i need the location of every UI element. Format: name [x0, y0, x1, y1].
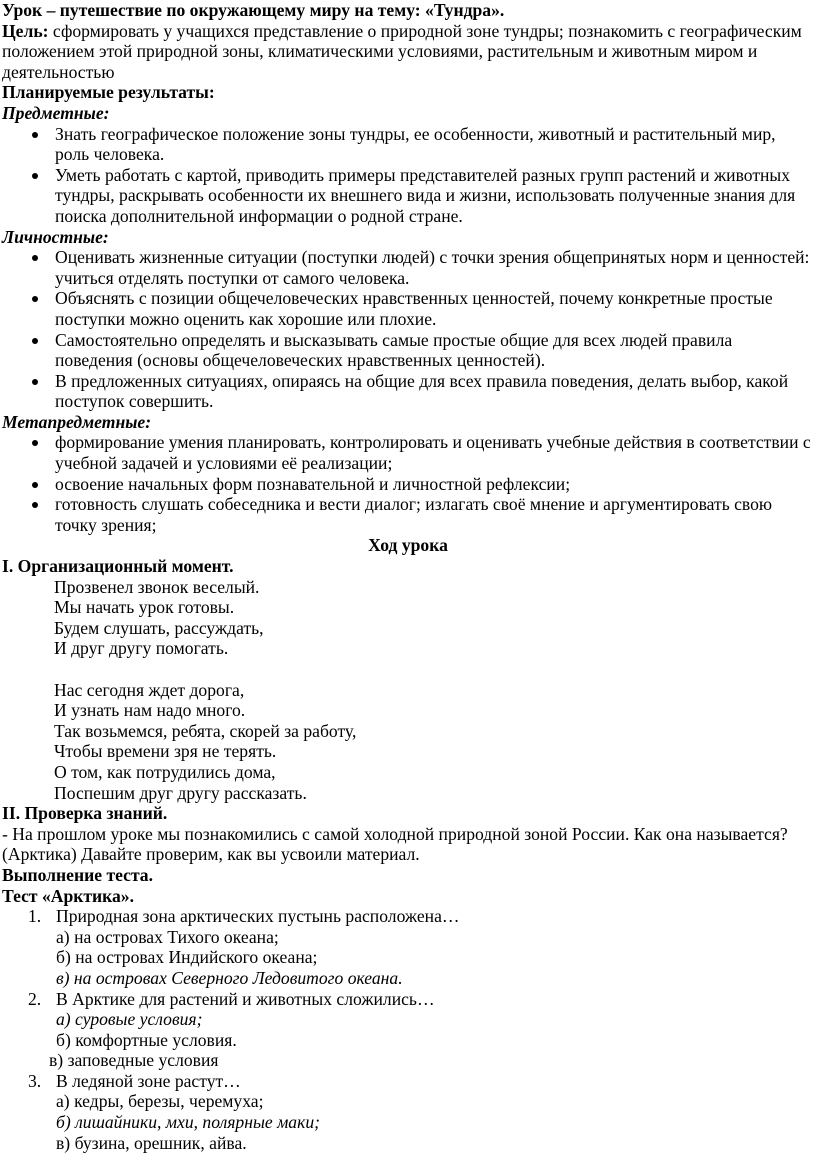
poem-line: Будем слушать, рассуждать,	[54, 617, 264, 638]
personal-results-list	[2, 247, 814, 412]
course-heading: Ход урока	[368, 535, 448, 556]
answer-option: а) кедры, березы, черемуха;	[56, 1091, 264, 1112]
poem-line: Прозвенел звонок веселый.	[54, 576, 260, 597]
poem-stanza-1	[2, 577, 814, 659]
poem-line: И друг другу помогать.	[54, 638, 229, 659]
poem-line: И узнать нам надо много.	[54, 700, 246, 721]
list-item: Оценивать жизненные ситуации (поступки людей) с точки зрения общепринятых норм и ценностей: учиться отделять поступки от самого человека.	[2, 247, 814, 288]
poem-line: Мы начать урок готовы.	[54, 597, 235, 618]
question-text: В Арктике для растений и животных сложились…	[56, 988, 435, 1009]
question-number: 2.	[28, 988, 42, 1009]
section2-heading: II. Проверка знаний.	[2, 803, 168, 824]
poem-line: Поспешим друг другу рассказать.	[54, 782, 307, 803]
quiz-question	[2, 906, 814, 988]
question-text: В ледяной зоне растут…	[56, 1070, 241, 1091]
quiz-question	[2, 989, 814, 1071]
list-item: Знать географическое положение зоны тундры, ее особенности, животный и растительный мир, роль человека.	[2, 124, 814, 165]
stanza-gap	[2, 659, 814, 680]
list-item: В предложенных ситуациях, опираясь на общие для всех правила поведения, делать выбор, какой поступок совершить.	[2, 371, 814, 412]
list-item: освоение начальных форм познавательной и личностной рефлексии;	[2, 474, 814, 495]
subject-results-heading: Предметные:	[2, 102, 110, 123]
answer-option-correct: а) суровые условия;	[56, 1009, 203, 1030]
test-exec-heading: Выполнение теста.	[2, 864, 153, 885]
meta-results-heading: Метапредметные:	[2, 411, 152, 432]
subject-results-list	[2, 124, 814, 227]
section2-text: - На прошлом уроке мы познакомились с самой холодной природной зоной России. Как она называется? (Арктика) Давайте проверим, как вы усвоили материал.	[2, 823, 788, 865]
quiz-list	[2, 906, 814, 1153]
poem-line: Чтобы времени зря не терять.	[54, 741, 277, 762]
question-text: Природная зона арктических пустынь расположена…	[56, 906, 460, 927]
list-item: формирование умения планировать, контролировать и оценивать учебные действия в соответствии с учебной задачей и условиями её реализации;	[2, 432, 814, 473]
list-item: готовность слушать собеседника и вести диалог; излагать своё мнение и аргументировать свою точку зрения;	[2, 494, 814, 535]
poem-line: О том, как потрудились дома,	[54, 761, 276, 782]
answer-option: в) заповедные условия	[49, 1050, 219, 1071]
answer-option-correct: в) на островах Северного Ледовитого океана.	[56, 967, 403, 988]
answer-option-correct: б) лишайники, мхи, полярные маки;	[56, 1112, 320, 1133]
poem-line: Нас сегодня ждет дорога,	[54, 679, 245, 700]
question-number: 1.	[28, 906, 42, 927]
test-title: Тест «Арктика».	[2, 885, 135, 906]
goal-label: Цель:	[2, 20, 49, 41]
personal-results-heading: Личностные:	[2, 226, 109, 247]
answer-option: б) на островах Индийского океана;	[56, 947, 318, 968]
answer-option: в) бузина, орешник, айва.	[56, 1132, 247, 1153]
poem-line: Так возьмемся, ребята, скорей за работу,	[54, 720, 357, 741]
lesson-goal	[2, 21, 814, 83]
list-item: Объяснять с позиции общечеловеческих нравственных ценностей, почему конкретные простые поступки можно оценить как хорошие или плохие.	[2, 288, 814, 329]
meta-results-list	[2, 432, 814, 535]
section1-heading: I. Организационный момент.	[2, 556, 234, 577]
quiz-question	[2, 1071, 814, 1153]
poem-stanza-2	[2, 680, 814, 804]
lesson-title: Урок – путешествие по окружающему миру на тему: «Тундра».	[2, 0, 505, 20]
answer-option: б) комфортные условия.	[56, 1029, 237, 1050]
list-item: Самостоятельно определять и высказывать самые простые общие для всех людей правила поведения (основы общечеловеческих нравственных ценностей).	[2, 330, 814, 371]
answer-option: а) на островах Тихого океана;	[56, 926, 279, 947]
goal-text: сформировать у учащихся представление о природной зоне тундры; познакомить с географическим положением этой природной зоны, климатическими условиями, растительным и животным миром и деятельностью	[2, 20, 802, 82]
question-number: 3.	[28, 1070, 42, 1091]
list-item: Уметь работать с картой, приводить примеры представителей разных групп растений и животных тундры, раскрывать особенности их внешнего вида и жизни, использовать полученные знания для поиска дополнительной информации о родной стране.	[2, 165, 814, 227]
results-heading: Планируемые результаты:	[2, 82, 215, 103]
